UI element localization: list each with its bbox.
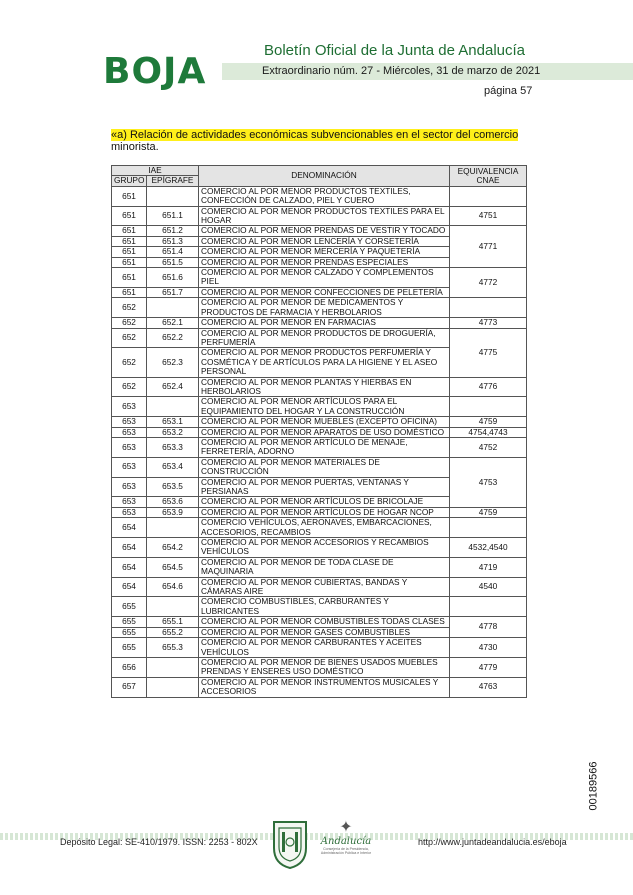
- cell-epigrafe: 652.2: [147, 328, 199, 348]
- cell-cnae: 4759: [450, 507, 527, 517]
- table-row: [112, 557, 527, 577]
- cell-grupo: 654: [112, 577, 147, 597]
- cell-grupo: 653: [112, 477, 147, 497]
- cell-cnae: 4754,4743: [450, 427, 527, 437]
- cell-epigrafe: 653.3: [147, 437, 199, 457]
- cell-denominacion: COMERCIO AL POR MENOR PRENDAS ESPECIALES: [199, 257, 450, 267]
- header-denominacion: DENOMINACIÓN: [199, 166, 450, 187]
- intro-rest-text: minorista.: [111, 141, 159, 153]
- cell-cnae: 4730: [450, 638, 527, 658]
- table-row: [112, 507, 527, 517]
- andalucia-coat-of-arms-icon: [270, 818, 310, 870]
- cell-denominacion: COMERCIO AL POR MENOR EN FARMACIAS: [199, 318, 450, 328]
- table-body: [112, 186, 527, 697]
- table-row: [112, 457, 527, 477]
- cell-epigrafe: [147, 298, 199, 318]
- andalucia-wordmark: Andalucía: [320, 836, 372, 847]
- cell-epigrafe: 653.2: [147, 427, 199, 437]
- cell-denominacion: COMERCIO AL POR MENOR PRODUCTOS TEXTILES, CONFECCIÓN DE CALZADO, PIEL Y CUERO: [199, 186, 450, 206]
- cell-grupo: 655: [112, 627, 147, 637]
- cell-grupo: 652: [112, 377, 147, 397]
- cell-epigrafe: 653.1: [147, 417, 199, 427]
- cell-epigrafe: 651.7: [147, 287, 199, 297]
- cell-denominacion: COMERCIO AL POR MENOR CALZADO Y COMPLEMENTOS PIEL: [199, 268, 450, 288]
- cell-epigrafe: [147, 186, 199, 206]
- cell-grupo: 656: [112, 657, 147, 677]
- cell-epigrafe: [147, 677, 199, 697]
- cell-epigrafe: [147, 597, 199, 617]
- table-row: [112, 677, 527, 697]
- table-row: [112, 186, 527, 206]
- website-url[interactable]: http://www.juntadeandalucia.es/eboja: [418, 837, 567, 847]
- cell-epigrafe: 652.4: [147, 377, 199, 397]
- table-row: [112, 657, 527, 677]
- cell-epigrafe: 655.1: [147, 617, 199, 627]
- header-iae: IAE: [112, 166, 199, 176]
- document-code-text: 00189566: [587, 761, 600, 811]
- cell-grupo: 651: [112, 186, 147, 206]
- issue-info: Extraordinario núm. 27 - Miércoles, 31 de marzo de 2021: [262, 65, 541, 77]
- table-row: [112, 577, 527, 597]
- cell-epigrafe: 651.5: [147, 257, 199, 267]
- cell-denominacion: COMERCIO AL POR MENOR ARTÍCULOS DE BRICOLAJE: [199, 497, 450, 507]
- table-row: [112, 617, 527, 627]
- table-row: [112, 328, 527, 348]
- cell-denominacion: COMERCIO AL POR MENOR LENCERÍA Y CORSETERÍA: [199, 236, 450, 246]
- andalucia-mark-icon: ✦: [339, 817, 353, 836]
- cell-grupo: 651: [112, 268, 147, 288]
- cell-cnae: [450, 518, 527, 538]
- boja-logo: BOJA: [103, 51, 207, 92]
- cell-grupo: 653: [112, 497, 147, 507]
- header-cnae: EQUIVALENCIA CNAE: [450, 166, 527, 187]
- cell-denominacion: COMERCIO AL POR MENOR PRODUCTOS TEXTILES PARA EL HOGAR: [199, 206, 450, 226]
- cell-cnae: [450, 397, 527, 417]
- cell-cnae: 4778: [450, 617, 527, 638]
- cell-cnae: 4775: [450, 328, 527, 377]
- legal-deposit: Depósito Legal: SE-410/1979. ISSN: 2253 - 802X: [60, 837, 258, 847]
- cell-denominacion: COMERCIO AL POR MENOR DE BIENES USADOS MUEBLES PRENDAS Y ENSERES USO DOMÉSTICO: [199, 657, 450, 677]
- cell-cnae: 4763: [450, 677, 527, 697]
- cell-grupo: 652: [112, 348, 147, 377]
- cell-denominacion: COMERCIO AL POR MENOR APARATOS DE USO DOMÉSTICO: [199, 427, 450, 437]
- cell-epigrafe: [147, 518, 199, 538]
- cell-denominacion: COMERCIO AL POR MENOR ARTÍCULOS DE HOGAR NCOP: [199, 507, 450, 517]
- cell-grupo: 653: [112, 507, 147, 517]
- intro-highlighted-text: «a) Relación de actividades económicas subvencionables en el sector del comercio: [111, 129, 519, 141]
- cell-denominacion: COMERCIO VEHÍCULOS, AERONAVES, EMBARCACIONES, ACCESORIOS, RECAMBIOS: [199, 518, 450, 538]
- page-number: página 57: [484, 85, 533, 97]
- cell-cnae: 4776: [450, 377, 527, 397]
- cell-grupo: 652: [112, 298, 147, 318]
- cell-grupo: 651: [112, 247, 147, 257]
- cell-denominacion: COMERCIO AL POR MENOR PRODUCTOS PERFUMERÍA Y COSMÉTICA Y DE ARTÍCULOS PARA LA HIGIENE Y EL ASEO PERSONAL: [199, 348, 450, 377]
- table-row: [112, 397, 527, 417]
- table-row: [112, 268, 527, 288]
- cell-cnae: 4759: [450, 417, 527, 427]
- cell-cnae: [450, 597, 527, 617]
- cell-denominacion: COMERCIO AL POR MENOR DE TODA CLASE DE MAQUINARIA: [199, 557, 450, 577]
- cell-denominacion: COMERCIO AL POR MENOR GASES COMBUSTIBLES: [199, 627, 450, 637]
- cell-grupo: 655: [112, 617, 147, 627]
- cell-cnae: 4532,4540: [450, 538, 527, 558]
- activities-table: [111, 165, 527, 698]
- cell-denominacion: COMERCIO AL POR MENOR COMBUSTIBLES TODAS CLASES: [199, 617, 450, 627]
- cell-epigrafe: [147, 397, 199, 417]
- cell-grupo: 653: [112, 457, 147, 477]
- cell-grupo: 651: [112, 257, 147, 267]
- cell-denominacion: COMERCIO AL POR MENOR MATERIALES DE CONSTRUCCIÓN: [199, 457, 450, 477]
- cell-epigrafe: [147, 657, 199, 677]
- cell-cnae: 4719: [450, 557, 527, 577]
- intro-paragraph: [111, 129, 531, 153]
- cell-cnae: 4773: [450, 318, 527, 328]
- table-row: [112, 206, 527, 226]
- table-row: [112, 377, 527, 397]
- cell-grupo: 653: [112, 417, 147, 427]
- cell-epigrafe: 655.3: [147, 638, 199, 658]
- cell-denominacion: COMERCIO AL POR MENOR INSTRUMENTOS MUSICALES Y ACCESORIOS: [199, 677, 450, 697]
- cell-grupo: 651: [112, 206, 147, 226]
- table-row: [112, 518, 527, 538]
- cell-epigrafe: 651.6: [147, 268, 199, 288]
- cell-cnae: 4753: [450, 457, 527, 507]
- bulletin-title: Boletín Oficial de la Junta de Andalucía: [264, 42, 526, 59]
- cell-denominacion: COMERCIO AL POR MENOR PLANTAS Y HIERBAS EN HERBOLARIOS: [199, 377, 450, 397]
- cell-denominacion: COMERCIO AL POR MENOR ARTÍCULO DE MENAJE, FERRETERÍA, ADORNO: [199, 437, 450, 457]
- cell-cnae: [450, 186, 527, 206]
- cell-denominacion: COMERCIO AL POR MENOR CONFECCIONES DE PELETERÍA: [199, 287, 450, 297]
- table-row: [112, 538, 527, 558]
- cell-grupo: 655: [112, 638, 147, 658]
- cell-denominacion: COMERCIO AL POR MENOR DE MEDICAMENTOS Y PRODUCTOS DE FARMACIA Y HERBOLARIOS: [199, 298, 450, 318]
- cell-denominacion: COMERCIO AL POR MENOR PRODUCTOS DE DROGUERÍA, PERFUMERÍA: [199, 328, 450, 348]
- cell-cnae: 4771: [450, 226, 527, 268]
- cell-denominacion: COMERCIO AL POR MENOR MUEBLES (EXCEPTO OFICINA): [199, 417, 450, 427]
- cell-cnae: 4779: [450, 657, 527, 677]
- cell-denominacion: COMERCIO AL POR MENOR CUBIERTAS, BANDAS Y CÁMARAS AIRE: [199, 577, 450, 597]
- cell-epigrafe: 652.1: [147, 318, 199, 328]
- cell-epigrafe: 651.4: [147, 247, 199, 257]
- cell-epigrafe: 652.3: [147, 348, 199, 377]
- cell-cnae: 4752: [450, 437, 527, 457]
- table-row: [112, 437, 527, 457]
- cell-denominacion: COMERCIO AL POR MENOR ACCESORIOS Y RECAMBIOS VEHÍCULOS: [199, 538, 450, 558]
- cell-epigrafe: 651.1: [147, 206, 199, 226]
- table-row: [112, 318, 527, 328]
- cell-denominacion: COMERCIO AL POR MENOR PRENDAS DE VESTIR Y TOCADO: [199, 226, 450, 236]
- cell-grupo: 654: [112, 538, 147, 558]
- cell-grupo: 654: [112, 518, 147, 538]
- cell-epigrafe: 655.2: [147, 627, 199, 637]
- cell-denominacion: COMERCIO AL POR MENOR CARBURANTES Y ACEITES VEHÍCULOS: [199, 638, 450, 658]
- cell-grupo: 652: [112, 318, 147, 328]
- andalucia-subtitle: Consejería de la Presidencia, Administración Pública e Interior: [320, 847, 372, 855]
- cell-denominacion: COMERCIO AL POR MENOR ARTÍCULOS PARA EL EQUIPAMIENTO DEL HOGAR Y LA CONSTRUCCIÓN: [199, 397, 450, 417]
- cell-denominacion: COMERCIO COMBUSTIBLES, CARBURANTES Y LUBRICANTES: [199, 597, 450, 617]
- table-row: [112, 597, 527, 617]
- table-row: [112, 427, 527, 437]
- cell-grupo: 653: [112, 397, 147, 417]
- cell-grupo: 652: [112, 328, 147, 348]
- cell-grupo: 657: [112, 677, 147, 697]
- table-row: [112, 226, 527, 236]
- andalucia-logo: [316, 818, 376, 872]
- cell-grupo: 654: [112, 557, 147, 577]
- cell-cnae: 4751: [450, 206, 527, 226]
- cell-epigrafe: 654.2: [147, 538, 199, 558]
- table-row: [112, 417, 527, 427]
- cell-denominacion: COMERCIO AL POR MENOR MERCERÍA Y PAQUETERÍA: [199, 247, 450, 257]
- cell-grupo: 653: [112, 437, 147, 457]
- cell-grupo: 655: [112, 597, 147, 617]
- cell-grupo: 651: [112, 236, 147, 246]
- cell-epigrafe: 653.4: [147, 457, 199, 477]
- document-code: [585, 762, 599, 812]
- table-row: [112, 638, 527, 658]
- cell-epigrafe: 653.9: [147, 507, 199, 517]
- cell-epigrafe: 651.3: [147, 236, 199, 246]
- cell-grupo: 651: [112, 226, 147, 236]
- cell-epigrafe: 653.6: [147, 497, 199, 507]
- header-grupo: GRUPO: [112, 176, 147, 186]
- header-epigrafe: EPÍGRAFE: [147, 176, 199, 186]
- cell-epigrafe: 651.2: [147, 226, 199, 236]
- cell-epigrafe: 653.5: [147, 477, 199, 497]
- cell-cnae: [450, 298, 527, 318]
- cell-cnae: 4772: [450, 268, 527, 298]
- table-row: [112, 298, 527, 318]
- cell-epigrafe: 654.5: [147, 557, 199, 577]
- cell-denominacion: COMERCIO AL POR MENOR PUERTAS, VENTANAS Y PERSIANAS: [199, 477, 450, 497]
- cell-epigrafe: 654.6: [147, 577, 199, 597]
- cell-cnae: 4540: [450, 577, 527, 597]
- cell-grupo: 651: [112, 287, 147, 297]
- cell-grupo: 653: [112, 427, 147, 437]
